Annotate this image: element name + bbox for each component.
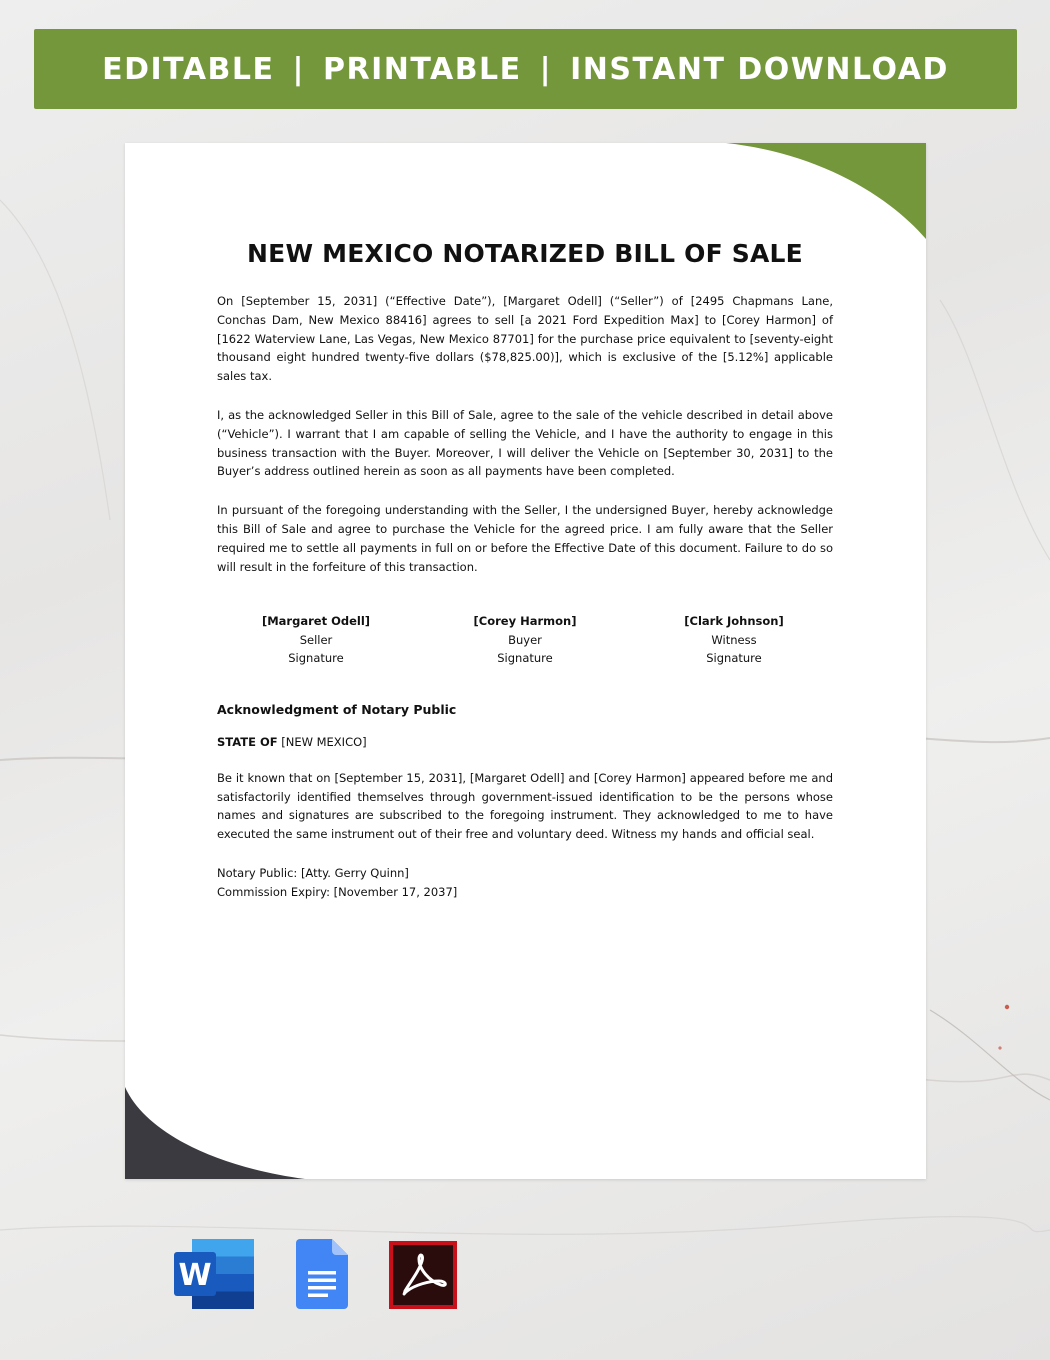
notary-public-line: Notary Public: [Atty. Gerry Quinn] (217, 866, 409, 881)
banner-separator: | (292, 51, 305, 87)
paragraph-seller-warranty: I, as the acknowledged Seller in this Bill of Sale, agree to the sale of the vehicle described in detail above (“Vehicle”). I warrant that I am capable of selling the Vehicle, and I have the authority to engage in this business transaction with the Buyer. Moreover, I will deliver the Vehicle on [September 30, 2031] to the Buyer’s address outlined herein as soon as all payments have been completed. (217, 407, 833, 479)
paragraph-buyer-acknowledgment: In pursuant of the foregoing understanding with the Seller, I the undersigned Buyer, hereby acknowledge this Bill of Sale and agree to purchase the Vehicle for the agreed price. I am fully aware that the Seller required me to settle all payments in full on or before the Effective Date of this document. Failure to do so will result in the forfeiture of this transaction. (217, 503, 833, 574)
notary-body: Be it known that on [September 15, 2031], [Margaret Odell] and [Corey Harmon] appeared before me and satisfactorily identified themselves through government-issued identification to be the persons whose names and signatures are subscribed to the foregoing instrument. They acknowledged to me to have executed the same instrument out of their free and voluntary deed. Witness my hands and official seal. (217, 770, 833, 842)
signature-witness (659, 612, 809, 668)
banner-separator: | (539, 51, 553, 87)
state-line (217, 735, 833, 749)
top-banner (34, 29, 1017, 109)
signature-role: Witness (711, 632, 757, 647)
signature-role: Buyer (508, 632, 542, 647)
state-value: [NEW MEXICO] (277, 734, 367, 749)
banner-printable: PRINTABLE (322, 51, 522, 87)
banner-instant-download: INSTANT DOWNLOAD (570, 51, 949, 87)
adobe-pdf-icon[interactable] (389, 1241, 457, 1309)
document-body (217, 239, 833, 901)
notary-details (217, 864, 833, 901)
dark-corner-swoosh (125, 1087, 305, 1179)
signature-label: Signature (288, 651, 344, 666)
commission-expiry-line: Commission Expiry: [November 17, 2037] (217, 884, 458, 899)
signature-label: Signature (706, 651, 762, 666)
signature-name: [Clark Johnson] (684, 614, 784, 629)
signature-role: Seller (299, 632, 333, 647)
signature-name: [Corey Harmon] (473, 614, 577, 629)
document-page (125, 143, 926, 1179)
signature-label: Signature (497, 651, 553, 666)
signature-seller (241, 612, 391, 668)
signature-block (217, 612, 833, 668)
notary-heading: Acknowledgment of Notary Public (217, 701, 457, 717)
green-corner-swoosh (726, 143, 926, 239)
microsoft-word-icon[interactable] (174, 1239, 254, 1309)
signature-buyer (450, 612, 600, 668)
banner-editable: EDITABLE (102, 51, 275, 87)
signature-name: [Margaret Odell] (261, 614, 371, 629)
document-title: NEW MEXICO NOTARIZED BILL OF SALE (247, 239, 803, 268)
paragraph-sale-terms: On [September 15, 2031] (“Effective Date”), [Margaret Odell] (“Seller”) of [2495 Chapmans Lane, Conchas Dam, New Mexico 88416] agrees to sell [a 2021 Ford Expedition Max] to [Corey Harmon] of [1622 Waterview Lane, Las Vegas, New Mexico 87701] for the purchase price equivalent to [seventy-eight thousand eight hundred twenty-five dollars ($78,825.00)], which is exclusive of the [5.12%] applicable sales tax. (217, 294, 833, 384)
google-docs-icon[interactable] (296, 1239, 348, 1309)
word-letter: W (178, 1258, 212, 1293)
state-label: STATE OF (217, 734, 278, 749)
